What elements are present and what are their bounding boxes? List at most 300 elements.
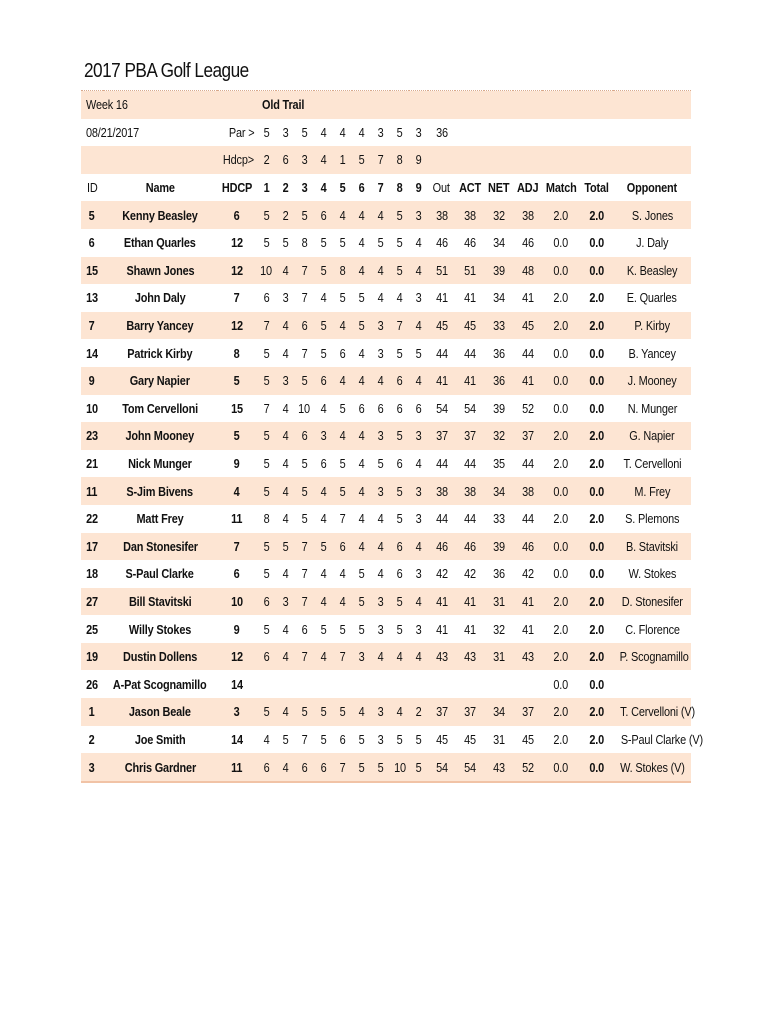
hole-score: 6 [396, 566, 403, 582]
match-points: 0.0 [542, 257, 580, 285]
act-score: 44 [463, 345, 476, 361]
player-hdcp: 11 [231, 511, 243, 527]
hole-score: 5 [396, 621, 403, 637]
opponent-name: B. Stavitski [613, 533, 691, 561]
hole-score: 3 [377, 621, 384, 637]
header-match: Match [545, 180, 577, 196]
adj-score: 41 [513, 588, 542, 616]
opponent-name: N. Munger [627, 400, 677, 416]
match-points: 2.0 [542, 698, 580, 726]
player-id: 17 [81, 533, 103, 561]
hole-score: 5 [263, 345, 270, 361]
table-row [81, 698, 691, 726]
player-hdcp: 7 [217, 533, 257, 561]
hole-hdcp: 3 [295, 146, 314, 174]
hole-score: 4 [263, 731, 270, 747]
net-score: 32 [484, 201, 513, 229]
out-score: 45 [435, 731, 448, 747]
total-points: 2.0 [580, 588, 613, 616]
hole-score: 4 [314, 643, 333, 671]
scores-table [81, 90, 704, 783]
hole-score: 6 [314, 367, 333, 395]
hole-score: 5 [314, 257, 333, 285]
hole-score: 5 [314, 312, 333, 340]
player-hdcp: 10 [217, 588, 257, 616]
net-score: 36 [492, 566, 505, 582]
total-points: 2.0 [580, 201, 613, 229]
adj-score: 52 [521, 400, 534, 416]
hole-score: 5 [257, 201, 276, 229]
hole-score: 3 [371, 477, 390, 505]
match-points: 0.0 [542, 367, 580, 395]
hole-score: 5 [333, 477, 352, 505]
hole-score: 4 [409, 257, 428, 285]
hole-score: 4 [276, 257, 295, 285]
match-points: 0.0 [542, 753, 580, 782]
hole-score: 5 [295, 367, 314, 395]
hole-score: 5 [295, 477, 314, 505]
match-points: 2.0 [542, 312, 580, 340]
header-hole-2: 2 [282, 180, 289, 196]
out-score: 54 [435, 400, 448, 416]
hole-score: 4 [320, 290, 327, 306]
hole-score: 5 [282, 235, 289, 251]
player-id: 3 [81, 753, 103, 782]
match-points: 2.0 [542, 643, 580, 671]
adj-score: 44 [521, 345, 534, 361]
player-id: 7 [81, 312, 103, 340]
par-value: 5 [263, 124, 270, 140]
hole-score [352, 670, 371, 698]
par-value: 3 [282, 124, 289, 140]
header-name: Name [145, 180, 175, 196]
header-hdcp: HDCP [221, 180, 253, 196]
hole-score: 7 [257, 312, 276, 340]
player-id: 19 [81, 643, 103, 671]
out-score: 43 [428, 643, 455, 671]
total-points: 0.0 [580, 257, 613, 285]
hole-score: 5 [320, 235, 327, 251]
hole-score: 6 [314, 753, 333, 782]
player-name: Nick Munger [128, 456, 192, 472]
hole-score: 6 [396, 456, 403, 472]
hole-score: 5 [263, 235, 270, 251]
hole-score: 4 [390, 698, 409, 726]
player-hdcp: 6 [234, 566, 240, 582]
player-hdcp: 15 [231, 400, 243, 416]
hole-score: 4 [390, 643, 409, 671]
hole-score: 5 [333, 698, 352, 726]
opponent-name: B. Yancey [628, 345, 676, 361]
match-points: 2.0 [553, 456, 569, 472]
match-points: 0.0 [553, 345, 569, 361]
total-points: 2.0 [589, 731, 604, 747]
hole-score: 4 [396, 290, 403, 306]
hole-score: 5 [358, 290, 365, 306]
net-score: 39 [484, 533, 513, 561]
hole-score: 4 [333, 422, 352, 450]
adj-score: 48 [513, 257, 542, 285]
adj-score: 37 [513, 698, 542, 726]
hole-score: 5 [415, 731, 422, 747]
hole-score: 6 [390, 367, 409, 395]
out-score: 45 [428, 312, 455, 340]
act-score: 44 [463, 456, 476, 472]
opponent-name: C. Florence [624, 621, 680, 637]
hole-score: 3 [415, 290, 422, 306]
hole-score: 4 [282, 400, 289, 416]
hole-score: 4 [415, 456, 422, 472]
player-hdcp: 14 [231, 676, 243, 692]
hole-score: 4 [377, 511, 384, 527]
header-net: NET [487, 180, 510, 196]
hole-score: 4 [409, 643, 428, 671]
player-hdcp: 12 [217, 257, 257, 285]
hole-score: 5 [295, 201, 314, 229]
net-score: 34 [484, 477, 513, 505]
hole-score: 8 [333, 257, 352, 285]
hole-score: 2 [276, 201, 295, 229]
total-points: 2.0 [580, 422, 613, 450]
player-id: 6 [89, 235, 95, 251]
net-score: 36 [492, 345, 505, 361]
table-row [81, 257, 691, 285]
player-name: A-Pat Scognamillo [113, 676, 207, 692]
player-id: 27 [81, 588, 103, 616]
table-row [81, 753, 691, 782]
total-points: 2.0 [589, 621, 604, 637]
player-id: 25 [86, 621, 98, 637]
total-points: 2.0 [589, 290, 604, 306]
hole-score: 6 [339, 345, 346, 361]
adj-score: 45 [521, 731, 534, 747]
week-row [81, 91, 691, 119]
out-score: 44 [435, 345, 448, 361]
net-score: 32 [484, 422, 513, 450]
out-score: 44 [435, 511, 448, 527]
hole-score: 4 [358, 456, 365, 472]
hole-score: 6 [314, 201, 333, 229]
adj-score: 37 [513, 422, 542, 450]
player-hdcp: 3 [217, 698, 257, 726]
hole-score: 4 [276, 643, 295, 671]
hole-score: 4 [377, 290, 384, 306]
player-name: S-Paul Clarke [125, 566, 195, 582]
player-hdcp: 12 [217, 312, 257, 340]
hole-score: 6 [390, 533, 409, 561]
opponent-name: P. Kirby [613, 312, 691, 340]
total-points: 0.0 [589, 400, 604, 416]
hole-score: 4 [314, 477, 333, 505]
player-name: Gary Napier [103, 367, 217, 395]
hole-score: 5 [263, 456, 270, 472]
hole-score: 7 [295, 257, 314, 285]
header-total: Total [584, 180, 609, 196]
hole-hdcp: 9 [409, 146, 428, 174]
opponent-name: W. Stokes [628, 566, 676, 582]
player-hdcp: 12 [231, 235, 243, 251]
player-name: Bill Stavitski [103, 588, 217, 616]
hole-score: 5 [377, 456, 384, 472]
hole-score [295, 670, 314, 698]
header-hole-1: 1 [263, 180, 270, 196]
out-score: 41 [435, 290, 448, 306]
act-score: 45 [463, 731, 476, 747]
player-name: Patrick Kirby [127, 345, 193, 361]
hole-score: 5 [257, 698, 276, 726]
opponent-name: M. Frey [613, 477, 691, 505]
hole-score: 6 [257, 753, 276, 782]
hole-score: 5 [390, 422, 409, 450]
match-points: 2.0 [553, 621, 569, 637]
hole-score: 5 [377, 235, 384, 251]
opponent-name: D. Stonesifer [613, 588, 691, 616]
total-points: 0.0 [589, 676, 604, 692]
par-label: Par > [228, 124, 255, 140]
match-points: 2.0 [553, 511, 569, 527]
player-hdcp: 5 [217, 422, 257, 450]
net-score: 31 [484, 588, 513, 616]
match-points: 0.0 [542, 533, 580, 561]
hole-score: 7 [339, 511, 346, 527]
table-row [81, 450, 691, 478]
net-score: 34 [492, 290, 505, 306]
player-hdcp: 8 [234, 345, 240, 361]
player-name: Dan Stonesifer [103, 533, 217, 561]
hole-score: 4 [333, 201, 352, 229]
hole-score: 5 [390, 477, 409, 505]
hole-score: 3 [409, 201, 428, 229]
hole-score: 3 [352, 643, 371, 671]
header-hole-7: 7 [377, 180, 384, 196]
par-value: 3 [377, 124, 384, 140]
header-adj: ADJ [516, 180, 539, 196]
table-row [81, 643, 691, 671]
par-value: 4 [358, 124, 365, 140]
act-score: 43 [455, 643, 484, 671]
player-hdcp: 9 [234, 456, 240, 472]
net-score: 31 [484, 643, 513, 671]
hole-score: 5 [295, 698, 314, 726]
table-row [81, 588, 691, 616]
hole-score: 4 [352, 533, 371, 561]
player-hdcp: 7 [234, 290, 240, 306]
hole-score: 6 [377, 400, 384, 416]
match-points: 2.0 [542, 588, 580, 616]
table-row [81, 505, 691, 533]
player-name: Willy Stokes [128, 621, 192, 637]
act-score: 44 [463, 511, 476, 527]
adj-score: 45 [513, 312, 542, 340]
out-score: 46 [435, 235, 448, 251]
act-score: 41 [455, 367, 484, 395]
hole-hdcp: 5 [352, 146, 371, 174]
player-id: 21 [86, 456, 98, 472]
player-id: 10 [86, 400, 98, 416]
act-score: 41 [463, 290, 476, 306]
player-hdcp: 5 [217, 367, 257, 395]
hole-score: 4 [276, 753, 295, 782]
hole-score: 5 [257, 422, 276, 450]
hole-score: 4 [358, 511, 365, 527]
par-row [81, 119, 691, 147]
total-points: 0.0 [589, 566, 604, 582]
hole-score: 3 [377, 731, 384, 747]
out-score: 44 [435, 456, 448, 472]
net-score: 34 [484, 698, 513, 726]
hole-score: 5 [390, 588, 409, 616]
opponent-name: K. Beasley [613, 257, 691, 285]
hdcp-row [81, 146, 691, 174]
net-score: 33 [484, 312, 513, 340]
header-act: ACT [458, 180, 481, 196]
act-score: 45 [455, 312, 484, 340]
net-score: 31 [492, 731, 505, 747]
hole-score: 7 [333, 753, 352, 782]
hole-score: 5 [415, 345, 422, 361]
hole-score: 4 [276, 477, 295, 505]
par-value: 5 [301, 124, 308, 140]
net-score: 33 [492, 511, 505, 527]
total-points: 2.0 [589, 456, 604, 472]
header-id: ID [86, 180, 98, 196]
player-hdcp: 4 [217, 477, 257, 505]
player-id: 2 [89, 731, 95, 747]
table-row [81, 367, 691, 395]
match-points: 0.0 [542, 477, 580, 505]
out-score: 37 [428, 698, 455, 726]
act-score: 37 [455, 422, 484, 450]
match-points: 2.0 [542, 422, 580, 450]
match-points: 2.0 [542, 201, 580, 229]
adj-score [513, 670, 542, 698]
opponent-name: P. Scognamillo [613, 643, 691, 671]
opponent-name: S. Plemons [624, 511, 680, 527]
hole-score: 4 [352, 422, 371, 450]
act-score: 41 [455, 588, 484, 616]
hole-score: 4 [282, 511, 289, 527]
out-score: 37 [428, 422, 455, 450]
hole-score: 5 [339, 400, 346, 416]
hole-score: 4 [352, 367, 371, 395]
total-points: 0.0 [580, 367, 613, 395]
hole-score: 3 [371, 588, 390, 616]
hole-score: 3 [415, 566, 422, 582]
act-score: 37 [455, 698, 484, 726]
adj-score: 44 [521, 456, 534, 472]
hole-score: 4 [371, 367, 390, 395]
hole-score: 4 [276, 698, 295, 726]
hole-score: 5 [276, 533, 295, 561]
hole-score: 2 [409, 698, 428, 726]
hole-score: 5 [257, 533, 276, 561]
out-score: 41 [435, 621, 448, 637]
hole-score: 7 [295, 643, 314, 671]
adj-score: 44 [521, 511, 534, 527]
player-name: Dustin Dollens [103, 643, 217, 671]
hole-score: 6 [358, 400, 365, 416]
total-points: 2.0 [589, 511, 604, 527]
hole-score: 7 [333, 643, 352, 671]
adj-score: 41 [521, 621, 534, 637]
hole-score: 5 [352, 753, 371, 782]
hole-score: 5 [257, 477, 276, 505]
hole-score: 6 [333, 533, 352, 561]
opponent-name: J. Mooney [613, 367, 691, 395]
table-row [81, 284, 691, 312]
hole-score: 4 [320, 511, 327, 527]
hole-score: 7 [301, 345, 308, 361]
match-points: 2.0 [553, 290, 569, 306]
hole-score [390, 670, 409, 698]
adj-score: 38 [513, 201, 542, 229]
week-label: Week 16 [81, 91, 257, 119]
act-score: 38 [455, 201, 484, 229]
adj-score: 41 [513, 367, 542, 395]
hole-score: 6 [257, 643, 276, 671]
net-score: 39 [492, 400, 505, 416]
player-name: S-Jim Bivens [103, 477, 217, 505]
opponent-name: G. Napier [613, 422, 691, 450]
hole-score: 6 [339, 731, 346, 747]
hole-score: 3 [371, 698, 390, 726]
table-row [81, 201, 691, 229]
hole-score: 4 [352, 698, 371, 726]
hole-score: 5 [263, 566, 270, 582]
page-title: 2017 PBA Golf League [84, 60, 249, 82]
opponent-name: E. Quarles [627, 290, 678, 306]
hole-score: 5 [339, 621, 346, 637]
hole-score: 6 [396, 400, 403, 416]
act-score: 42 [463, 566, 476, 582]
hole-score: 4 [339, 566, 346, 582]
table-row [81, 312, 691, 340]
par-value: 5 [396, 124, 403, 140]
hole-hdcp: 7 [371, 146, 390, 174]
hole-score: 5 [320, 621, 327, 637]
table-row [81, 422, 691, 450]
hole-score: 5 [358, 621, 365, 637]
opponent-name: T. Cervelloni [623, 456, 682, 472]
hole-score: 5 [396, 731, 403, 747]
player-name: Jason Beale [103, 698, 217, 726]
hole-score: 4 [333, 588, 352, 616]
out-score: 38 [428, 201, 455, 229]
date-label: 08/21/2017 [86, 124, 139, 140]
header-opponent: Opponent [626, 180, 678, 196]
opponent-name: W. Stokes (V) [613, 753, 691, 782]
hole-score: 4 [314, 588, 333, 616]
hole-score: 5 [358, 731, 365, 747]
player-hdcp: 6 [217, 201, 257, 229]
total-points: 0.0 [580, 477, 613, 505]
table-row [81, 229, 691, 257]
hole-score [257, 670, 276, 698]
net-score: 34 [492, 235, 505, 251]
out-score: 38 [428, 477, 455, 505]
hole-score: 5 [257, 367, 276, 395]
opponent-name: T. Cervelloni (V) [613, 698, 691, 726]
hole-score: 7 [390, 312, 409, 340]
hole-score: 6 [257, 588, 276, 616]
hole-score: 5 [396, 511, 403, 527]
hole-score: 5 [339, 290, 346, 306]
act-score [455, 670, 484, 698]
hole-score: 4 [352, 257, 371, 285]
hole-score: 4 [358, 235, 365, 251]
hole-score: 10 [257, 257, 276, 285]
net-score: 36 [484, 367, 513, 395]
